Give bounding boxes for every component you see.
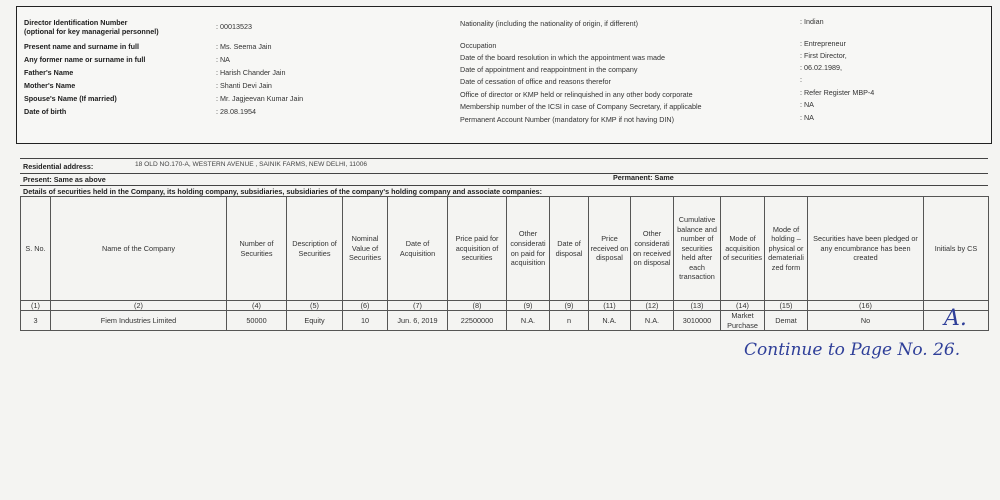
table-row	[21, 311, 989, 331]
label-other-office: Office of director or KMP held or relinquished in any other body corporate	[460, 90, 693, 99]
header-other-consideration-paid: Other considerati on paid for acquisition	[507, 197, 550, 301]
header-date-of-disposal: Date of disposal	[550, 197, 589, 301]
header-date-of-acquisition: Date of Acquisition	[388, 197, 448, 301]
header-number-of-securities: Number of Securities	[227, 197, 287, 301]
present-address: Present: Same as above	[23, 175, 106, 184]
value-date-of-birth: : 28.08.1954	[216, 107, 256, 116]
cell-cumulative-balance: 3010000	[674, 311, 721, 331]
value-present-name: : Ms. Seema Jain	[216, 42, 272, 51]
value-other-office: : Refer Register MBP-4	[800, 88, 875, 97]
label-board-resolution-date: Date of the board resolution in which the appointment was made	[460, 53, 665, 62]
table-header-row	[21, 197, 989, 301]
header-price-received: Price received on disposal	[589, 197, 631, 301]
value-cessation: :	[800, 75, 802, 84]
label-former-name: Any former name or surname in full	[24, 55, 146, 64]
value-pan: : NA	[800, 113, 814, 122]
column-number: (12)	[631, 301, 674, 311]
cell-s-no: 3	[21, 311, 51, 331]
residential-address-value: 18 OLD NO.170-A, WESTERN AVENUE , SAINIK FARMS, NEW DELHI, 11006	[135, 161, 368, 168]
label-spouse-name: Spouse's Name (If married)	[24, 94, 117, 103]
value-former-name: : NA	[216, 55, 230, 64]
separator-line	[20, 173, 988, 174]
label-cessation: Date of cessation of office and reasons therefor	[460, 77, 611, 86]
cell-description: Equity	[287, 311, 343, 331]
cell-mode-of-acquisition: Market Purchase	[721, 311, 765, 331]
value-father-name: : Harish Chander Jain	[216, 68, 286, 77]
cell-nominal-value: 10	[343, 311, 388, 331]
handwritten-continue-note: Continue to Page No. 26.	[744, 340, 961, 360]
cell-number-of-securities: 50000	[227, 311, 287, 331]
value-mother-name: : Shanti Devi Jain	[216, 81, 272, 90]
cell-price-paid: 22500000	[448, 311, 507, 331]
value-spouse-name: : Mr. Jagjeevan Kumar Jain	[216, 94, 304, 103]
column-number: (9)	[507, 301, 550, 311]
separator-line	[20, 185, 988, 186]
label-din: Director Identification Number (optional for key managerial personnel)	[24, 18, 159, 36]
director-details-box	[16, 6, 992, 144]
column-number: (5)	[287, 301, 343, 311]
cell-date-of-acquisition: Jun. 6, 2019	[388, 311, 448, 331]
value-occupation: : Entrepreneur	[800, 39, 846, 48]
column-number: (7)	[388, 301, 448, 311]
label-icsi-membership: Membership number of the ICSI in case of Company Secretary, if applicable	[460, 102, 702, 111]
header-price-paid: Price paid for acquisition of securities	[448, 197, 507, 301]
header-company-name: Name of the Company	[51, 197, 227, 301]
column-number: (2)	[51, 301, 227, 311]
column-number: (14)	[721, 301, 765, 311]
securities-heading: Details of securities held in the Company, its holding company, subsidiaries, subsidiaries of the company's holding company and associate companies:	[23, 187, 543, 196]
label-present-name: Present name and surname in full	[24, 42, 140, 51]
cell-date-of-disposal: n	[550, 311, 589, 331]
label-date-of-birth: Date of birth	[24, 107, 67, 116]
header-pledged: Securities have been pledged or any encumbrance has been created	[808, 197, 924, 301]
label-mother-name: Mother's Name	[24, 81, 76, 90]
column-number: (4)	[227, 301, 287, 311]
securities-table	[20, 196, 989, 331]
column-number: (15)	[765, 301, 808, 311]
permanent-address: Permanent: Same	[613, 173, 674, 182]
value-board-resolution-date: : First Director,	[800, 51, 847, 60]
header-mode-of-acquisition: Mode of acquisition of securities	[721, 197, 765, 301]
cell-pledged: No	[808, 311, 924, 331]
value-nationality: : Indian	[800, 17, 824, 26]
separator-line	[20, 158, 988, 159]
value-din: : 00013523	[216, 22, 252, 31]
label-occupation: Occupation	[460, 41, 497, 50]
header-other-consideration-received: Other considerati on received on disposal	[631, 197, 674, 301]
header-mode-of-holding: Mode of holding – physical or demateriali zed form	[765, 197, 808, 301]
column-number: (6)	[343, 301, 388, 311]
cell-company-name: Fiem Industries Limited	[51, 311, 227, 331]
header-s-no: S. No.	[21, 197, 51, 301]
header-nominal-value: Nominal Value of Securities	[343, 197, 388, 301]
header-description: Description of Securities	[287, 197, 343, 301]
label-father-name: Father's Name	[24, 68, 74, 77]
column-number: (13)	[674, 301, 721, 311]
label-nationality: Nationality (including the nationality of origin, if different)	[460, 19, 639, 28]
residential-address-label: Residential address:	[23, 162, 94, 171]
column-number: (1)	[21, 301, 51, 311]
label-pan: Permanent Account Number (mandatory for KMP if not having DIN)	[460, 115, 674, 124]
value-icsi-membership: : NA	[800, 100, 814, 109]
label-appointment-date: Date of appointment and reappointment in the company	[460, 65, 638, 74]
column-number: (11)	[589, 301, 631, 311]
column-number: (16)	[808, 301, 924, 311]
column-number: (8)	[448, 301, 507, 311]
header-initials: Initials by CS	[924, 197, 989, 301]
table-column-number-row	[21, 301, 989, 311]
cell-other-consideration-paid: N.A.	[507, 311, 550, 331]
cell-mode-of-holding: Demat	[765, 311, 808, 331]
column-number: (9)	[550, 301, 589, 311]
value-appointment-date: : 06.02.1989,	[800, 63, 842, 72]
header-cumulative-balance: Cumulative balance and number of securities held after each transaction	[674, 197, 721, 301]
cell-price-received: N.A.	[589, 311, 631, 331]
cell-other-consideration-received: N.A.	[631, 311, 674, 331]
handwritten-initials: A.	[944, 306, 967, 331]
